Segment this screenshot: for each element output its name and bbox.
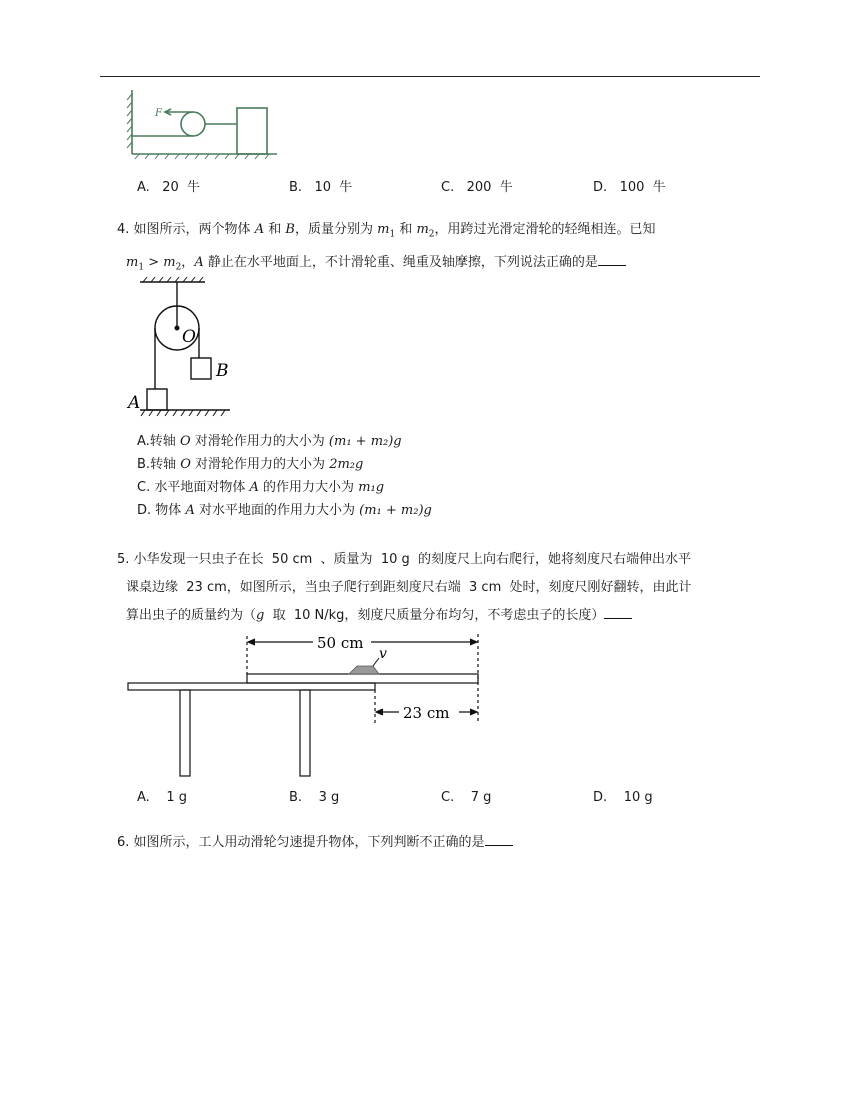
option-var: O: [179, 434, 191, 449]
q4-option-b[interactable]: [137, 453, 737, 476]
subscript: 1: [389, 229, 396, 240]
q5-question-text: [117, 546, 777, 630]
gt-sign: >: [144, 254, 164, 270]
option-key: C.: [441, 790, 455, 805]
answer-blank[interactable]: [604, 605, 632, 619]
label-b: B: [216, 361, 229, 381]
option-text: 对滑轮作用力的大小为: [194, 434, 325, 449]
option-var: O: [180, 457, 191, 472]
label-50cm: 50 cm: [317, 634, 364, 652]
option-key: B.: [289, 790, 303, 805]
q4-question-text: 4. 如图所示，两个物体 A 和 B，质量分别为 $m_1$ 和 $m_2$，用跨过光滑定滑轮的轻绳相连。已知 $m_1 > m_2$，A 静止在水平地面上，不计滑轮重、绳重及轴摩擦，下列说法正确的是: [117, 222, 656, 273]
label-23cm: 23 cm: [403, 704, 450, 722]
header-rule: [100, 76, 760, 77]
option-key: D.: [137, 503, 152, 518]
q3-option-d[interactable]: [593, 176, 666, 195]
question-number: 6.: [117, 835, 130, 850]
q3-option-c[interactable]: [441, 176, 513, 195]
question-number: 4.: [117, 222, 130, 237]
option-expr: m₁g: [358, 480, 385, 495]
option-expr: (m₁ + m₂)g: [359, 503, 432, 518]
q3-figure: [125, 88, 285, 160]
q3-force-label: F: [155, 108, 162, 119]
text-fragment: 如图所示，工人用动滑轮匀速提升物体，下列判断不正确的是: [133, 835, 485, 850]
option-key: D.: [593, 790, 608, 805]
q4-options: [137, 430, 737, 522]
var-a: A: [254, 222, 265, 237]
label-v: v: [379, 646, 387, 662]
option-text: 对水平地面的作用力大小为: [198, 503, 355, 518]
subscript: 2: [175, 262, 182, 273]
label-o: O: [182, 327, 196, 347]
question-number: 5.: [117, 552, 130, 567]
q6-question-text: [117, 829, 513, 857]
option-expr: 2m₂g: [329, 457, 364, 472]
option-text: 物体: [155, 503, 182, 518]
subscript: 1: [138, 262, 145, 273]
q5-option-c[interactable]: [441, 790, 491, 805]
var-m1: m: [377, 222, 390, 237]
var-m2: m: [163, 254, 176, 270]
var-g: g: [256, 608, 265, 623]
q5-option-d[interactable]: [593, 790, 653, 805]
option-expr: (m₁ + m₂)g: [328, 434, 402, 449]
option-value: 200 牛: [466, 180, 513, 195]
var-m1: m: [126, 254, 139, 270]
option-var: A: [249, 480, 259, 495]
option-var: A: [185, 503, 195, 518]
q5-option-b[interactable]: [289, 790, 339, 805]
text-fragment: 静止在水平地面上，不计滑轮重、绳重及轴摩擦，下列说法正确的是: [207, 254, 598, 270]
text-fragment: 课桌边缘 23 cm，如图所示，当虫子爬行到距刻度尺右端 3 cm 处时，刻度尺刚好翻转，由此计: [126, 580, 692, 595]
option-text: 的作用力大小为: [263, 480, 355, 495]
option-value: 20 牛: [162, 180, 201, 195]
subscript: 2: [428, 229, 435, 240]
option-text: 转轴: [149, 434, 176, 449]
var-b: B: [285, 222, 295, 237]
q5-option-a[interactable]: [137, 790, 187, 805]
q4-option-c[interactable]: [137, 476, 737, 499]
option-key: A.: [137, 790, 150, 805]
text-fragment: 小华发现一只虫子在长 50 cm 、质量为 10 g 的刻度尺上向右爬行，她将刻度尺右端伸出水平: [133, 552, 692, 567]
option-key: D.: [593, 180, 608, 195]
text-fragment: ，质量分别为: [294, 222, 373, 237]
option-text: 对滑轮作用力的大小为: [195, 457, 326, 472]
option-value: 1 g: [166, 790, 187, 805]
q4-option-d[interactable]: [137, 499, 737, 522]
option-value: 10 牛: [314, 180, 353, 195]
option-key: C.: [137, 480, 151, 495]
text-fragment: 取 10 N/kg，刻度尺质量分布均匀，不考虑虫子的长度）: [264, 608, 605, 623]
text-fragment: 和: [268, 222, 282, 237]
var-m2: m: [416, 222, 429, 237]
option-value: 3 g: [318, 790, 340, 805]
option-key: C.: [441, 180, 455, 195]
q4-figure: [125, 276, 240, 421]
option-key: B.: [289, 180, 303, 195]
q3-option-a[interactable]: [137, 176, 200, 195]
q3-option-b[interactable]: [289, 176, 352, 195]
option-value: 7 g: [470, 790, 492, 805]
option-text: 水平地面对物体: [154, 480, 246, 495]
option-key: A.: [137, 434, 150, 449]
text-fragment: 和: [399, 222, 413, 237]
bug-icon: [349, 666, 379, 674]
answer-blank[interactable]: [485, 832, 513, 846]
q4-option-a[interactable]: [137, 430, 737, 453]
option-key: B.: [137, 457, 151, 472]
option-value: 10 g: [623, 790, 653, 805]
var-a: A: [194, 254, 204, 270]
option-key: A.: [137, 180, 150, 195]
option-text: 转轴: [150, 457, 177, 472]
q5-figure: [125, 628, 490, 780]
text-fragment: 如图所示，两个物体: [133, 222, 251, 237]
option-value: 100 牛: [619, 180, 666, 195]
answer-blank[interactable]: [598, 252, 626, 266]
label-a: A: [128, 393, 141, 413]
text-fragment: ，用跨过光滑定滑轮的轻绳相连。已知: [434, 222, 656, 237]
text-fragment: 算出虫子的质量约为（: [126, 608, 257, 623]
